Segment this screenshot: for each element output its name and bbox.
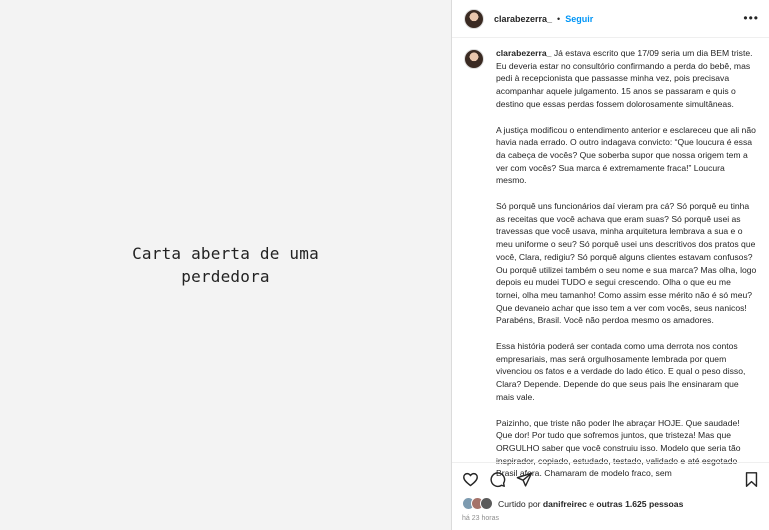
likes-user-link[interactable]: danifreirec: [542, 498, 587, 509]
post-header: [452, 0, 769, 38]
header-separator: •: [557, 13, 561, 24]
post-image-text-line1: Carta aberta de uma: [132, 244, 319, 263]
actions-bar: [452, 462, 769, 530]
send-icon[interactable]: [516, 471, 533, 488]
caption-body: [496, 47, 757, 493]
caption-paragraph-2: A justiça modificou o entendimento anterior e esclareceu que ali não havia nada errado. O outro indagava convicto: “Que loucura é essa da cabeça de vocês? Que soberba supor que nossa origem tem a ver com vocês? Sua marca é extremamente fraca!” Loucura mesmo.: [496, 124, 756, 186]
likes-connector: e: [589, 498, 595, 509]
timestamp[interactable]: há 23 horas: [462, 515, 499, 522]
likes-others-link[interactable]: outras 1.625 pessoas: [596, 498, 684, 509]
post-details-panel: [451, 0, 768, 530]
follow-button[interactable]: Seguir: [565, 13, 594, 24]
avatar[interactable]: [464, 9, 484, 29]
liker-avatars[interactable]: [462, 497, 494, 510]
liker-avatar: [480, 497, 493, 510]
post-image-text: [111, 242, 341, 288]
caption-paragraph-3: Só porquê uns funcionários daí vieram pra cá? Só porquê eu tinha as receitas que você achava que eram suas? Só porquê usei as travessas que você usava, minha arquitetura lembrava a sua e o meu uniforme o seu? Só porquê usei uns descritivos dos pratos que você, Clara, redigiu? Só porquê alguns clientes estavam confusos? Ou porquê utilizei também o seu nome e sua marca? Mas olha, logo depois eu mudei TUDO e segui crescendo. Olha o que eu me tornei, olha meu tamanho! Como assim esse mérito não é só meu? Que devaneio achar que isso tem a ver com vocês, seus nanicos! Parabéns, Brasil. Você não perdoa mesmo os amadores.: [496, 201, 757, 326]
caption-paragraph-1: [496, 47, 757, 111]
caption-avatar[interactable]: [464, 49, 484, 69]
caption-area[interactable]: [452, 38, 769, 479]
caption-row: [464, 47, 757, 493]
caption-paragraph-5: Paizinho, que triste não poder lhe abraçar HOJE. Que saudade! Que dor! Por tudo que sofremos juntos, que tristeza! Mas que ORGULHO saber que você construiu isso. Modelo que seria tão inspirador, copiado, estudado, testado, validado e até esgotado Brasil afora. Chamaram de modelo fraco, sem: [496, 417, 741, 479]
bookmark-icon[interactable]: [743, 471, 760, 488]
caption-username[interactable]: clarabezerra_: [496, 48, 552, 58]
comment-icon[interactable]: [489, 471, 506, 488]
heart-icon[interactable]: [462, 471, 479, 488]
likes-prefix: Curtido por: [498, 498, 541, 509]
header-username[interactable]: clarabezerra_: [494, 13, 553, 24]
more-options-icon[interactable]: •••: [743, 11, 759, 25]
caption-text-1: Já estava escrito que 17/09 seria um dia BEM triste. Eu deveria estar no consultório confirmando a perda do bebê, mas pedi à recepcionista que passasse minha vez, pois precisava acompanhar aquele julgamento. 15 anos se passaram e quis o destino que essas perdas fossem dolorosamente simultâneas.: [496, 48, 753, 109]
caption-paragraph-4: Essa história poderá ser contada como uma derrota nos contos empresariais, mas será orgulhosamente lembrada por quem vivenciou os fatos e a verdade do lado ético. E qual o peso disso, Clara? Depende. Depende do que seus pais lhe ensinaram que mais vale.: [496, 341, 746, 402]
likes-row: [462, 497, 683, 510]
likes-text: [498, 499, 683, 509]
actions-row: [462, 471, 533, 488]
post-image-text-line2: perdedora: [181, 267, 270, 286]
